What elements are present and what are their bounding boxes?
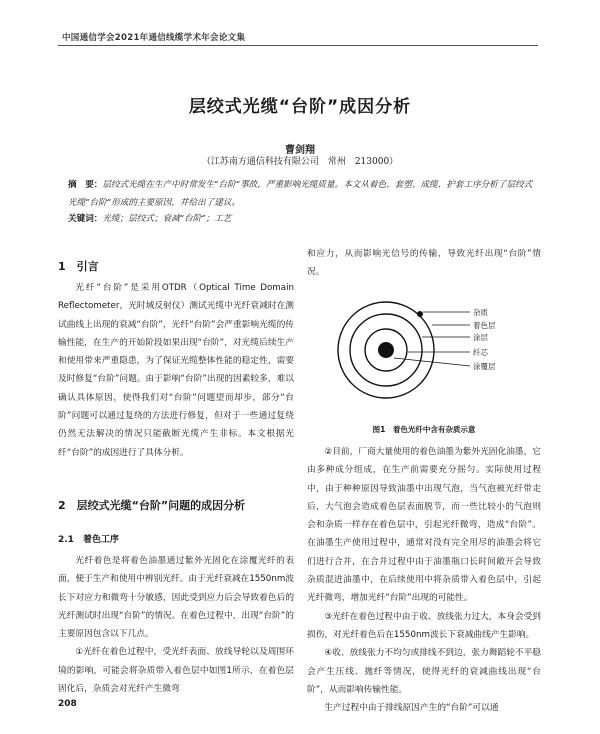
label-impurity: 杂质 — [473, 308, 488, 317]
section2-1-paragraph: ①光纤在着色过程中，受光纤表面、放线导轮以及周围环境的影响，可能会将杂质带入着色层中如图1所示，在着色层固化后，杂质会对光纤产生微弯 — [58, 647, 294, 695]
figure-1 — [320, 292, 530, 414]
right-column-top — [307, 245, 541, 282]
label-coating: 涂层 — [473, 333, 488, 342]
section2-1-paragraph: 光纤着色是将着色油墨通过紫外光固化在涂覆光纤的表面，便于生产和使用中辨别光纤。由于光纤衰减在1550nm波长下对应力和微弯十分敏感，因此受到应力后会导致着色后的光纤测试时出现“台阶”的情况。在着色过程中，出现“台阶”的主要原因包含以下几点。 — [58, 556, 294, 640]
section2-heading: 2 层绞式光缆“台阶”问题的成因分析 — [58, 499, 246, 512]
figure-caption: 图1 着色光纤中含有杂质示意 — [372, 425, 476, 434]
keywords-text: 光缆；层绞式；衰减“台阶”；工艺 — [102, 214, 232, 224]
section1-heading: 1 引言 — [58, 260, 99, 273]
impurity-dot — [417, 311, 423, 317]
author: 曹剑翔 — [285, 145, 315, 156]
label-core: 纤芯 — [473, 348, 488, 357]
keywords-label: 关键词： — [68, 214, 103, 224]
label-cladding: 涂覆层 — [473, 362, 496, 371]
page-number: 208 — [58, 699, 77, 709]
section1-paragraph: 光纤“台阶”是采用OTDR（Optical Time Domain Reflectometer，光时域反射仪）测试光缆中光纤衰减时在测试曲线上出现的衰减“台阶”，光纤“台阶”会严重影响光缆的传输性能，在生产的开始阶段如果出现“台阶”，对光缆后续生产和使用带来严重隐患，为了保证光缆整体性能的稳定性，需要及时修复“台阶”问题。由于影响“台阶”出现的因素较多，难以确认具体原因，使得我们对“台阶”问题望而却步，部分“台阶”问题可以通过复绕的方法进行修复，但对于一些通过复绕仍然无法解决的情况只能截断光缆产生非标。本文根据光纤“台阶”的成因进行了具体分析。 — [58, 283, 294, 458]
right-paragraph: 生产过程中由于排线原因产生的“台阶”可以通 — [324, 703, 499, 714]
header-rule — [58, 45, 538, 46]
right-paragraph: ④收、放线张力不均匀或排线不到边，张力舞蹈轮不平稳会产生压线、拋纤等情况，使得光纤的衰减曲线出现“台阶”，从而影响传输性能。 — [307, 648, 541, 695]
right-paragraph: ③光纤在着色过程中由于收、放线张力过大，本身会受到损伤，对光纤着色后在1550nm波长下衰减曲线产生影响。 — [307, 611, 541, 640]
paper-title: 层绞式光缆“台阶”成因分析 — [188, 97, 412, 117]
right-top-paragraph: 和应力，从而影响光信号的传输，导致光纤出现“台阶”情况。 — [307, 249, 541, 278]
right-paragraph: ②目前，厂商大量使用的着色油墨为紫外光固化油墨，它由多种成分组成，在生产前需要充分摇匀。实际使用过程中，由于种种原因导致油墨中出现气泡，当气泡被光纤带走后，大气泡会造成着色层表面脱节，而一些比较小的气泡则会和杂质一样存在着色层中，引起光纤微弯，造成“台阶”。在油墨生产使用过程中，通常对没有完全用尽的油墨会将它们进行合并，在合并过程中由于油墨瓶口长时间敞开会导致杂质混进油墨中，在后续使用中将杂质带入着色层中，引起光纤微弯，增加光纤“台阶”出现的可能性。 — [307, 447, 541, 604]
label-color-layer: 着色层 — [473, 321, 496, 330]
keywords — [68, 212, 540, 224]
abstract — [68, 176, 540, 212]
abstract-label: 摘 要： — [68, 180, 103, 190]
section2-1-body — [58, 552, 294, 698]
running-header: 中国通信学会2021年通信线缆学术年会论文集 — [62, 33, 246, 43]
abstract-text: 层绞式光缆在生产中时常发生“台阶”事故，严重影响光缆质量。本文从着色、套塑、成缆、护套工序分析了层绞式光缆“台阶”形成的主要原因，并给出了建议。 — [68, 180, 533, 208]
right-column-body — [307, 443, 541, 717]
section1-body — [58, 279, 294, 462]
section2-1-heading: 2.1 着色工序 — [58, 535, 119, 545]
core — [378, 342, 394, 358]
affiliation: （江苏南方通信科技有限公司 常州 213000） — [201, 157, 399, 167]
